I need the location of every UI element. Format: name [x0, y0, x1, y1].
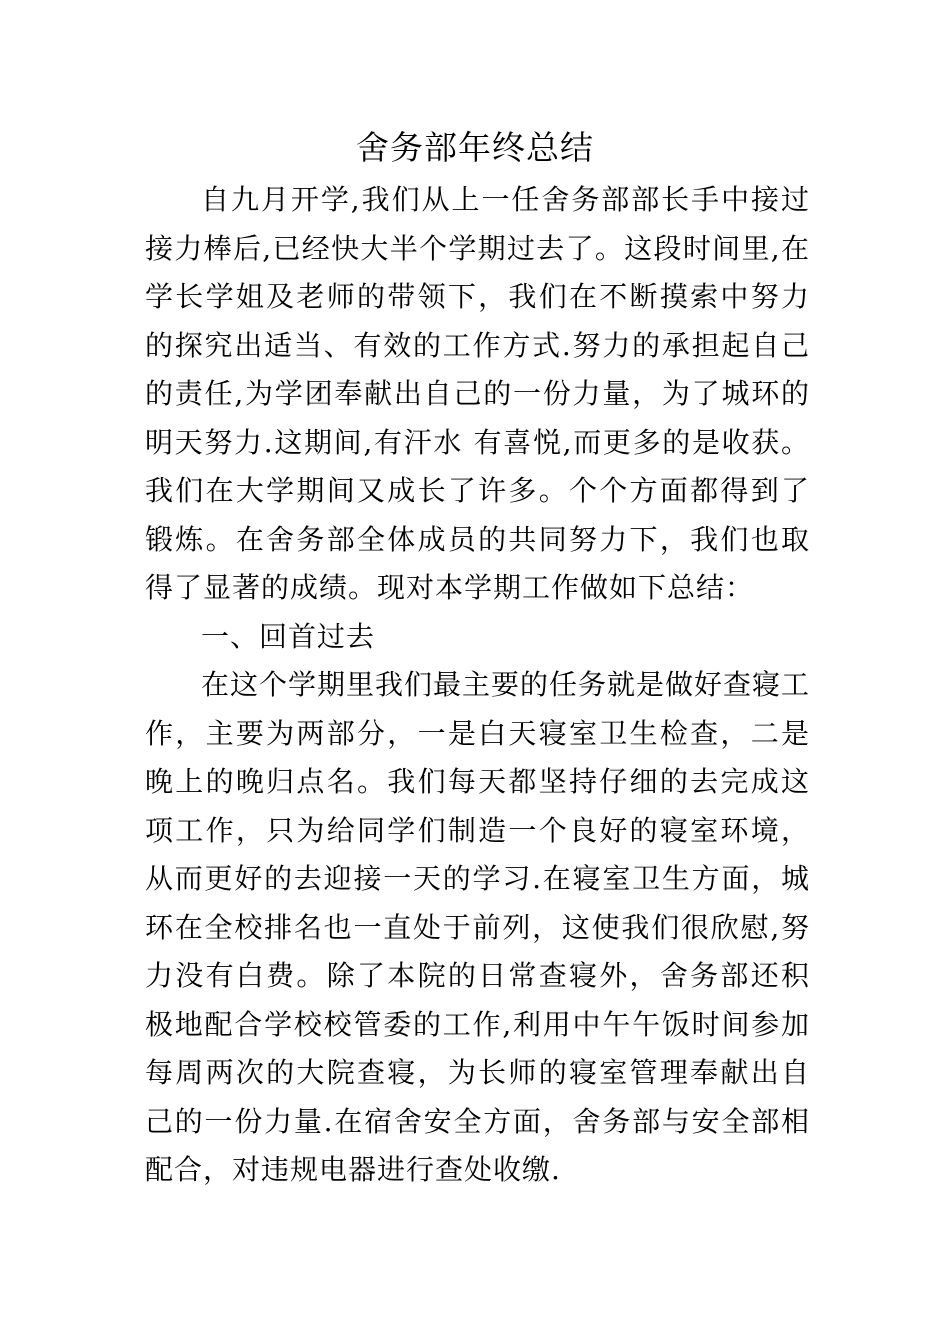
- section-heading-review: 一、回首过去: [201, 619, 376, 653]
- document-body: [145, 176, 810, 1195]
- document-title: 舍务部年终总结: [356, 128, 594, 167]
- paragraph-dorm-inspection: 在这个学期里我们最主要的任务就是做好查寝工作，主要为两部分，一是白天寝室卫生检查，二是晚上的晚归点名。我们每天都坚持仔细的去完成这项工作，只为给同学们制造一个良好的寝室环境，从而更好的去迎接一天的学习.在寝室卫生方面，城环在全校排名也一直处于前列，这使我们很欣慰,努力没有白费。除了本院的日常查寝外，舍务部还积极地配合学校校管委的工作,利用中午午饭时间参加每周两次的大院查寝，为长师的寝室管理奉献出自己的一份力量.在宿舍安全方面，舍务部与安全部相配合，对违规电器进行查处收缴.: [145, 668, 811, 1186]
- paragraph-intro: 自九月开学,我们从上一任舍务部部长手中接过接力棒后,已经快大半个学期过去了。这段时间里,在学长学姐及老师的带领下，我们在不断摸索中努力的探究出适当、有效的工作方式.努力的承担起自己的责任,为学团奉献出自己的一份力量，为了城环的明天努力.这期间,有汗水 有喜悦,而更多的是收获。我们在大学期间又成长了许多。个个方面都得到了锻炼。在舍务部全体成员的共同努力下，我们也取得了显著的成绩。现对本学期工作做如下总结：: [145, 183, 810, 604]
